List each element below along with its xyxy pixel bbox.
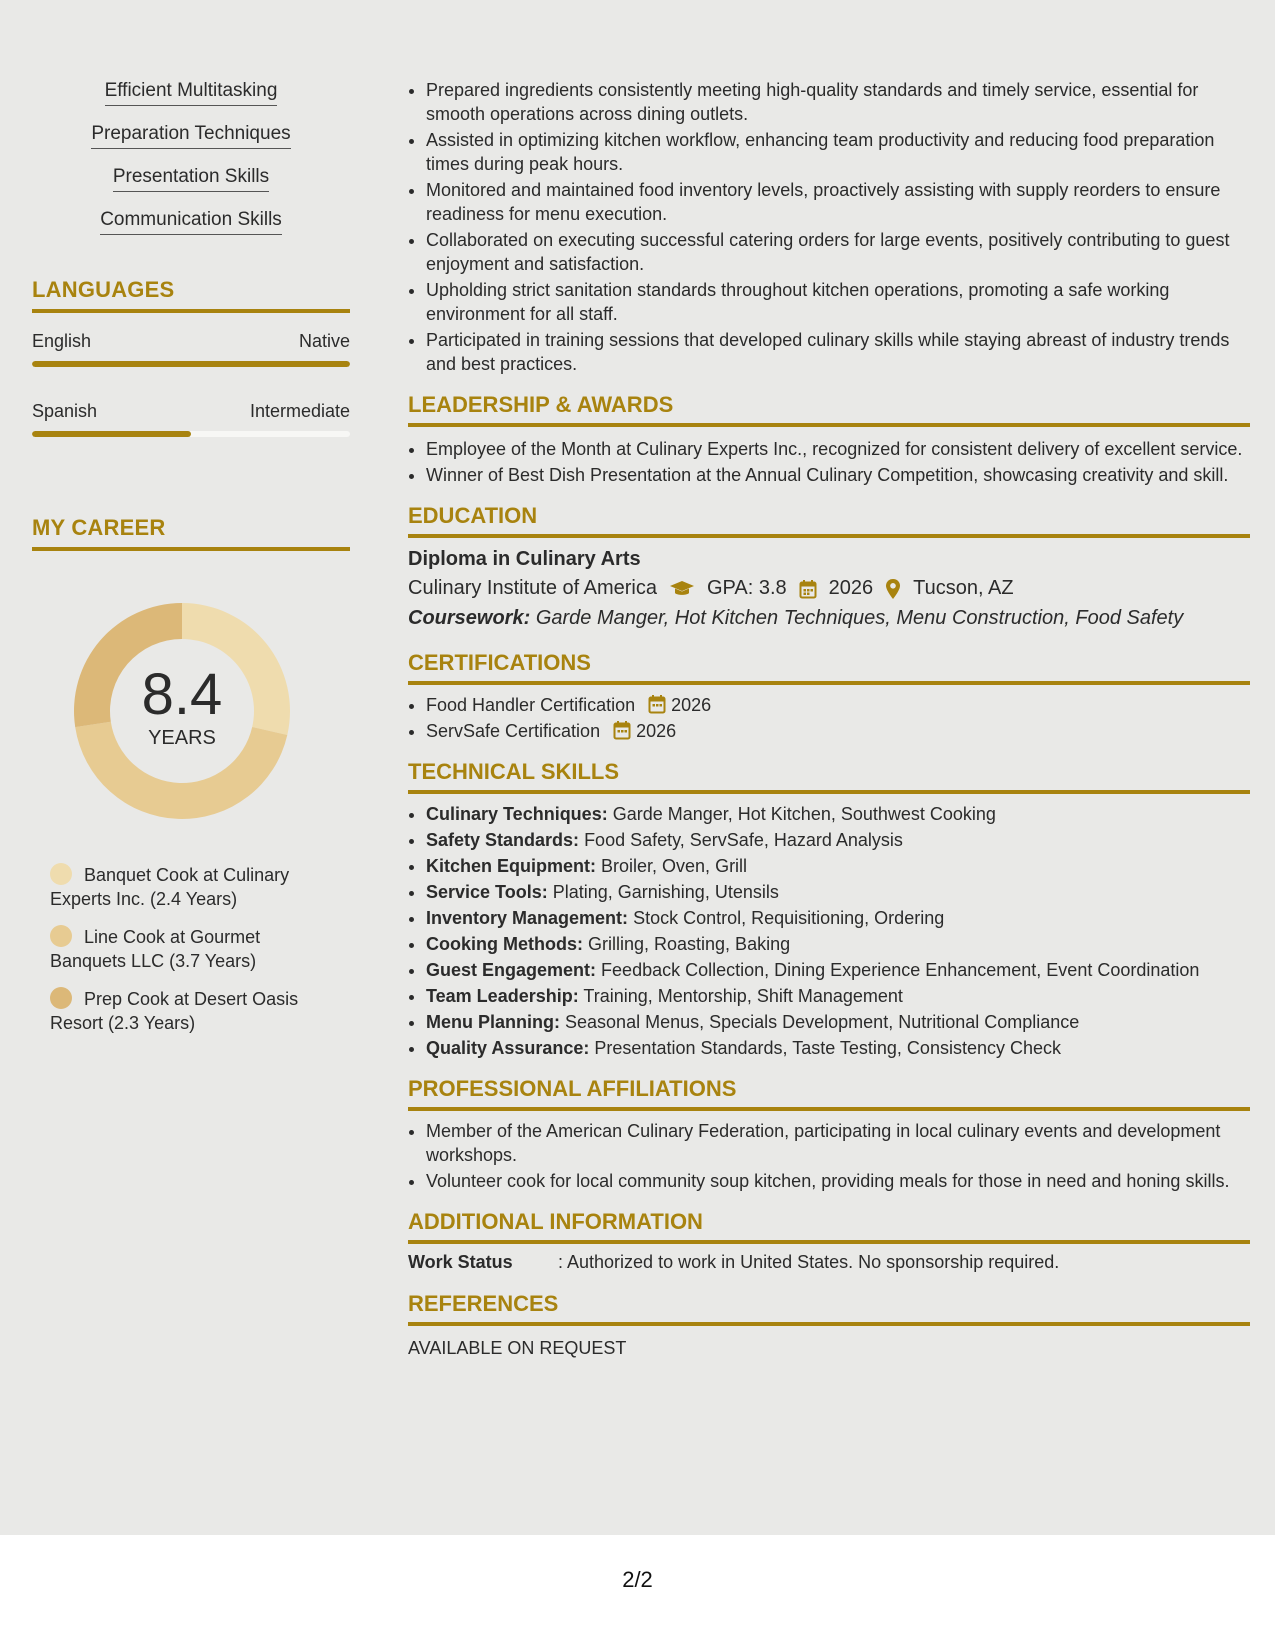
- work-status-row: [408, 1252, 1250, 1273]
- list-item: • Collaborated on executing successful catering orders for large events, positively contributing to guest enjoyment and satisfaction.: [426, 228, 1250, 276]
- language-bar-fill: [32, 361, 350, 367]
- skill-value: Seasonal Menus, Specials Development, Nutritional Compliance: [565, 1012, 1080, 1032]
- skill-value: Grilling, Roasting, Baking: [588, 934, 791, 954]
- career-section: [32, 515, 350, 1035]
- leadership-section: [408, 392, 1250, 487]
- list-item: [426, 854, 1250, 878]
- section-divider: [32, 547, 350, 551]
- skill-label: Team Leadership:: [426, 986, 579, 1006]
- legend-label: Line Cook at Gourmet Banquets LLC (3.7 Years): [50, 927, 261, 971]
- section-divider: [32, 309, 350, 313]
- list-item: • Monitored and maintained food inventory levels, proactively assisting with supply reorders to ensure readiness for menu execution.: [426, 178, 1250, 226]
- language-row: [32, 401, 350, 422]
- list-item: [426, 1036, 1250, 1060]
- career-title: MY CAREER: [32, 515, 166, 540]
- certifications-section: [408, 650, 1250, 743]
- skill-value: Garde Manger, Hot Kitchen, Southwest Cooking: [612, 804, 996, 824]
- skill-label: Inventory Management:: [426, 908, 629, 928]
- leadership-list: [408, 437, 1250, 487]
- technical-skills-list: [408, 802, 1250, 1060]
- list-item: • Winner of Best Dish Presentation at the Annual Culinary Competition, showcasing creativity and skill.: [426, 463, 1250, 487]
- career-donut-chart: [66, 595, 298, 827]
- certifications-list: [408, 693, 1250, 743]
- skill-item: Presentation Skills: [113, 166, 269, 192]
- affiliations-list: [408, 1119, 1250, 1193]
- calendar-icon: [799, 579, 817, 599]
- legend-dot: [50, 863, 72, 885]
- affiliations-title: PROFESSIONAL AFFILIATIONS: [408, 1076, 737, 1101]
- languages-section: [32, 277, 350, 437]
- career-total-unit: YEARS: [148, 727, 216, 749]
- section-divider: [408, 790, 1250, 794]
- section-divider: [408, 1240, 1250, 1244]
- education-degree: Diploma in Culinary Arts: [408, 548, 641, 570]
- education-title: EDUCATION: [408, 503, 538, 528]
- skill-item: Communication Skills: [100, 209, 282, 235]
- skill-value: Training, Mentorship, Shift Management: [583, 986, 903, 1006]
- skill-label: Quality Assurance:: [426, 1038, 590, 1058]
- education-school: Culinary Institute of America: [408, 577, 657, 599]
- skill-label: Guest Engagement:: [426, 960, 597, 980]
- list-item: [426, 906, 1250, 930]
- list-item: • Assisted in optimizing kitchen workflow, enhancing team productivity and reducing food preparation times during peak hours.: [426, 128, 1250, 176]
- right-column: [408, 78, 1250, 1359]
- coursework-value: Garde Manger, Hot Kitchen Techniques, Menu Construction, Food Safety: [535, 607, 1184, 629]
- list-item: [426, 958, 1250, 982]
- legend-item: [50, 987, 320, 1035]
- list-item: [426, 1010, 1250, 1034]
- skill-value: Food Safety, ServSafe, Hazard Analysis: [584, 830, 903, 850]
- affiliations-section: [408, 1076, 1250, 1193]
- skill-label: Menu Planning:: [426, 1012, 560, 1032]
- section-divider: [408, 1322, 1250, 1326]
- skill-label: Kitchen Equipment:: [426, 856, 596, 876]
- leadership-title: LEADERSHIP & AWARDS: [408, 392, 674, 417]
- language-row: [32, 331, 350, 352]
- language-level: Native: [298, 331, 350, 351]
- certification-name: ServSafe Certification: [426, 721, 601, 741]
- certification-year: 2026: [671, 695, 712, 715]
- additional-info-section: [408, 1209, 1250, 1273]
- skill-value: Presentation Standards, Taste Testing, Consistency Check: [594, 1038, 1061, 1058]
- list-item: [426, 719, 1250, 743]
- work-status-label: Work Status: [408, 1252, 513, 1272]
- location-pin-icon: [885, 578, 901, 600]
- certification-year: 2026: [636, 721, 677, 741]
- skill-label: Cooking Methods:: [426, 934, 583, 954]
- skill-item: Efficient Multitasking: [105, 80, 278, 106]
- certification-name: Food Handler Certification: [426, 695, 636, 715]
- list-item: • Prepared ingredients consistently meeting high-quality standards and timely service, essential for smooth operations across dining outlets.: [426, 78, 1250, 126]
- skill-value: Plating, Garnishing, Utensils: [552, 882, 779, 902]
- page-number: 2/2: [622, 1567, 653, 1592]
- experience-bullets: [408, 78, 1250, 376]
- list-item: [426, 880, 1250, 904]
- list-item: [426, 802, 1250, 826]
- legend-item: [50, 925, 320, 973]
- skill-label: Service Tools:: [426, 882, 548, 902]
- skill-value: Feedback Collection, Dining Experience Enhancement, Event Coordination: [601, 960, 1200, 980]
- additional-info-title: ADDITIONAL INFORMATION: [408, 1209, 703, 1234]
- legend-label: Prep Cook at Desert Oasis Resort (2.3 Years): [50, 989, 299, 1033]
- skill-value: Broiler, Oven, Grill: [601, 856, 748, 876]
- list-item: • Upholding strict sanitation standards throughout kitchen operations, promoting a safe working environment for all staff.: [426, 278, 1250, 326]
- list-item: [426, 984, 1250, 1008]
- legend-label: Banquet Cook at Culinary Experts Inc. (2.4 Years): [50, 865, 290, 909]
- references-title: REFERENCES: [408, 1291, 559, 1316]
- list-item: [426, 828, 1250, 852]
- list-item: • Volunteer cook for local community soup kitchen, providing meals for those in need and honing skills.: [426, 1169, 1250, 1193]
- education-details: [408, 577, 1250, 600]
- legend-dot: [50, 925, 72, 947]
- education-section: [408, 503, 1250, 630]
- list-item: • Member of the American Culinary Federation, participating in local culinary events and development workshops.: [426, 1119, 1250, 1167]
- references-section: [408, 1291, 1250, 1359]
- section-divider: [408, 423, 1250, 427]
- coursework-label: Coursework:: [408, 607, 531, 629]
- education-coursework: [408, 607, 1250, 630]
- list-item: • Employee of the Month at Culinary Experts Inc., recognized for consistent delivery of excellent service.: [426, 437, 1250, 461]
- section-divider: [408, 534, 1250, 538]
- legend-dot: [50, 987, 72, 1009]
- skill-label: Culinary Techniques:: [426, 804, 608, 824]
- education-location: Tucson, AZ: [913, 577, 1014, 599]
- technical-skills-title: TECHNICAL SKILLS: [408, 759, 620, 784]
- education-gpa: GPA: 3.8: [707, 577, 787, 599]
- list-item: [426, 932, 1250, 956]
- graduation-cap-icon: [669, 579, 695, 599]
- calendar-icon: [613, 720, 631, 740]
- skills-list: [32, 80, 350, 235]
- donut-center: [66, 662, 298, 750]
- calendar-icon: [648, 694, 666, 714]
- references-text: AVAILABLE ON REQUEST: [408, 1338, 627, 1358]
- list-item: [426, 693, 1250, 717]
- skill-item: Preparation Techniques: [91, 123, 290, 149]
- language-name: Spanish: [32, 401, 98, 421]
- left-column: [32, 80, 350, 1049]
- education-year: 2026: [828, 577, 874, 599]
- language-bar-fill: [32, 431, 191, 437]
- work-status-value: : Authorized to work in United States. No sponsorship required.: [558, 1252, 1060, 1272]
- list-item: • Participated in training sessions that developed culinary skills while staying abreast of industry trends and best practices.: [426, 328, 1250, 376]
- certifications-title: CERTIFICATIONS: [408, 650, 591, 675]
- technical-skills-section: [408, 759, 1250, 1060]
- career-legend: [50, 863, 320, 1035]
- section-divider: [408, 1107, 1250, 1111]
- skill-value: Stock Control, Requisitioning, Ordering: [633, 908, 945, 928]
- career-total-value: 8.4: [141, 662, 223, 727]
- skill-label: Safety Standards:: [426, 830, 580, 850]
- languages-title: LANGUAGES: [32, 277, 175, 302]
- section-divider: [408, 681, 1250, 685]
- language-level: Intermediate: [249, 401, 350, 421]
- legend-item: [50, 863, 320, 911]
- language-name: English: [32, 331, 92, 351]
- language-bar: [32, 431, 350, 437]
- language-bar: [32, 361, 350, 367]
